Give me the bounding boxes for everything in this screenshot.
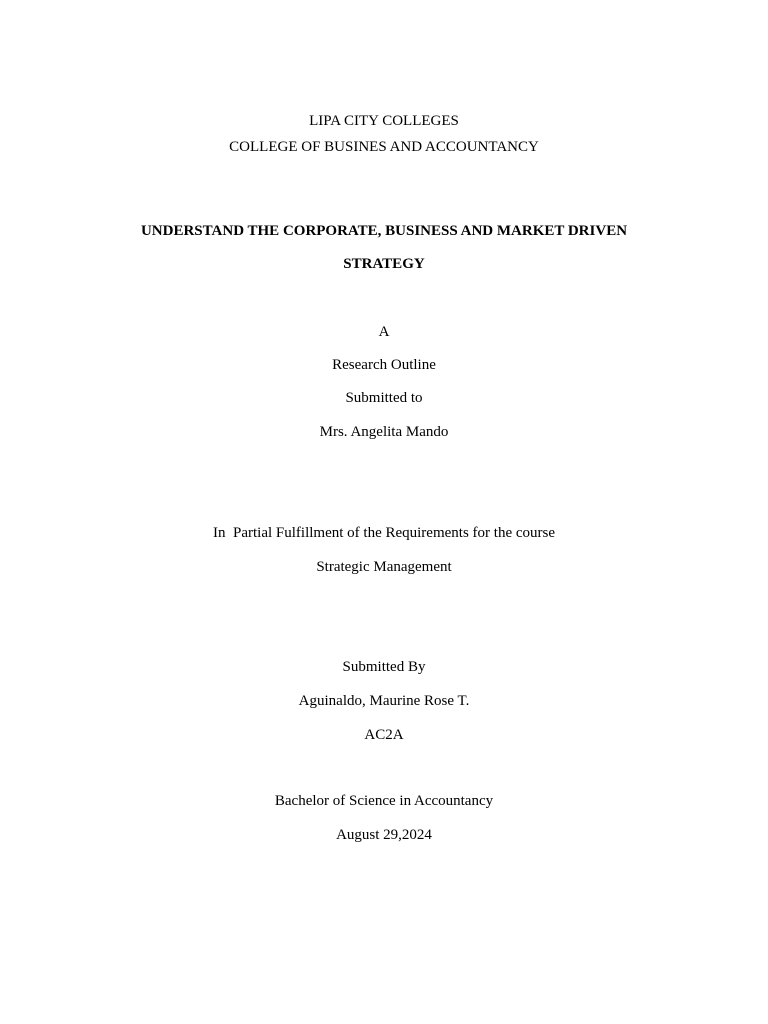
section: AC2A [364, 727, 404, 743]
degree-program: Bachelor of Science in Accountancy [274, 793, 494, 809]
document-type: Research Outline [332, 357, 436, 373]
submission-date: August 29,2024 [336, 827, 432, 843]
course-name: Strategic Management [316, 559, 452, 575]
submitted-to-label: Submitted to [345, 390, 423, 406]
submitted-by-label: Submitted By [342, 659, 426, 675]
college-name: COLLEGE OF BUSINES AND ACCOUNTANCY [229, 139, 539, 155]
title-line-1: UNDERSTAND THE CORPORATE, BUSINESS AND MARKET DRIVEN [140, 223, 628, 239]
author-name: Aguinaldo, Maurine Rose T. [298, 693, 470, 709]
instructor-name: Mrs. Angelita Mando [319, 424, 449, 440]
article-a: A [378, 324, 390, 340]
institution-name: LIPA CITY COLLEGES [309, 113, 459, 129]
fulfillment-statement: In Partial Fulfillment of the Requirements for the course [213, 525, 555, 541]
title-line-2: STRATEGY [343, 256, 425, 272]
